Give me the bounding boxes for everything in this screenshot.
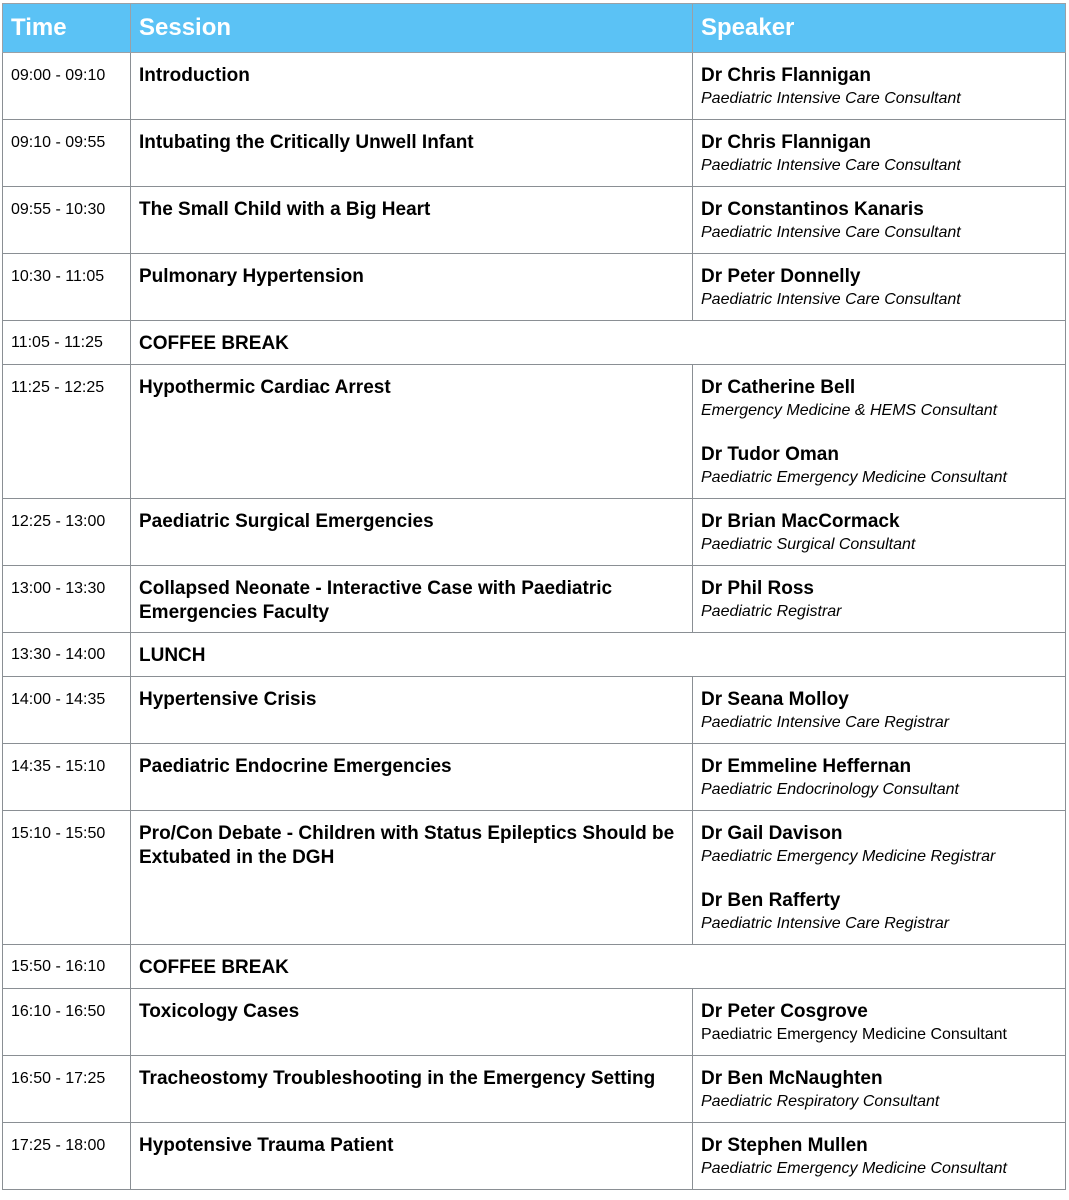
- speaker-name: Dr Chris Flannigan: [701, 132, 871, 153]
- speaker-name: Dr Gail Davison: [701, 823, 843, 844]
- speaker-cell: [693, 1056, 1066, 1123]
- speaker-entry: [701, 443, 1057, 488]
- speaker-role: Paediatric Emergency Medicine Registrar: [701, 848, 996, 865]
- speaker-cell: [693, 566, 1066, 633]
- break-label: COFFEE BREAK: [131, 321, 1066, 365]
- table-row: [3, 1056, 1066, 1123]
- session-title: Tracheostomy Troubleshooting in the Emergency Setting: [131, 1056, 693, 1123]
- session-title: Hypertensive Crisis: [131, 677, 693, 744]
- session-time: 16:50 - 17:25: [3, 1056, 131, 1123]
- speaker-role: Paediatric Endocrinology Consultant: [701, 781, 959, 798]
- speaker-name: Dr Brian MacCormack: [701, 511, 900, 532]
- speaker-cell: [693, 187, 1066, 254]
- session-title: Hypotensive Trauma Patient: [131, 1123, 693, 1190]
- speaker-cell: [693, 254, 1066, 321]
- speaker-column-header: Speaker: [693, 4, 1066, 53]
- session-time: 13:00 - 13:30: [3, 566, 131, 633]
- speaker-role: Paediatric Emergency Medicine Consultant: [701, 1026, 1007, 1043]
- session-time: 11:25 - 12:25: [3, 365, 131, 499]
- schedule-table: [2, 3, 1066, 1190]
- session-title: Toxicology Cases: [131, 989, 693, 1056]
- speaker-name: Dr Tudor Oman: [701, 444, 839, 465]
- break-row: [3, 633, 1066, 677]
- session-title: Pulmonary Hypertension: [131, 254, 693, 321]
- speaker-entry: [701, 131, 1057, 176]
- session-time: 14:35 - 15:10: [3, 744, 131, 811]
- session-title: Intubating the Critically Unwell Infant: [131, 120, 693, 187]
- session-time: 15:50 - 16:10: [3, 945, 131, 989]
- table-row: [3, 365, 1066, 499]
- speaker-cell: [693, 53, 1066, 120]
- session-title: Pro/Con Debate - Children with Status Epileptics Should be Extubated in the DGH: [131, 811, 693, 945]
- speaker-role: Paediatric Intensive Care Consultant: [701, 224, 961, 241]
- speaker-role: Paediatric Intensive Care Consultant: [701, 291, 961, 308]
- speaker-role: Emergency Medicine & HEMS Consultant: [701, 402, 998, 419]
- session-time: 09:10 - 09:55: [3, 120, 131, 187]
- break-label: COFFEE BREAK: [131, 945, 1066, 989]
- speaker-name: Dr Stephen Mullen: [701, 1135, 868, 1156]
- speaker-role: Paediatric Respiratory Consultant: [701, 1093, 940, 1110]
- session-title: Paediatric Surgical Emergencies: [131, 499, 693, 566]
- speaker-cell: [693, 811, 1066, 945]
- speaker-name: Dr Peter Donnelly: [701, 266, 861, 287]
- speaker-entry: [701, 1067, 1057, 1112]
- table-row: [3, 566, 1066, 633]
- speaker-role: Paediatric Emergency Medicine Consultant: [701, 1160, 1007, 1177]
- speaker-role: Paediatric Intensive Care Consultant: [701, 157, 961, 174]
- speaker-cell: [693, 677, 1066, 744]
- speaker-entry: [701, 577, 1057, 622]
- break-label: LUNCH: [131, 633, 1066, 677]
- speaker-role: Paediatric Intensive Care Registrar: [701, 714, 950, 731]
- speaker-entry: [701, 376, 1057, 421]
- speaker-role: Paediatric Registrar: [701, 603, 842, 620]
- speaker-name: Dr Chris Flannigan: [701, 65, 871, 86]
- header-row: [3, 4, 1066, 53]
- speaker-cell: [693, 499, 1066, 566]
- break-row: [3, 945, 1066, 989]
- table-row: [3, 499, 1066, 566]
- speaker-entry: [701, 1134, 1057, 1179]
- break-row: [3, 321, 1066, 365]
- session-time: 14:00 - 14:35: [3, 677, 131, 744]
- speaker-entry: [701, 822, 1057, 867]
- session-title: Collapsed Neonate - Interactive Case with Paediatric Emergencies Faculty: [131, 566, 693, 633]
- speaker-entry: [701, 755, 1057, 800]
- session-time: 13:30 - 14:00: [3, 633, 131, 677]
- table-row: [3, 1123, 1066, 1190]
- session-time: 11:05 - 11:25: [3, 321, 131, 365]
- session-title: Paediatric Endocrine Emergencies: [131, 744, 693, 811]
- speaker-name: Dr Peter Cosgrove: [701, 1001, 868, 1022]
- session-title: Hypothermic Cardiac Arrest: [131, 365, 693, 499]
- speaker-role: Paediatric Emergency Medicine Consultant: [701, 469, 1007, 486]
- session-time: 09:55 - 10:30: [3, 187, 131, 254]
- speaker-role: Paediatric Intensive Care Consultant: [701, 90, 961, 107]
- speaker-cell: [693, 744, 1066, 811]
- table-row: [3, 989, 1066, 1056]
- session-time: 17:25 - 18:00: [3, 1123, 131, 1190]
- speaker-name: Dr Constantinos Kanaris: [701, 199, 924, 220]
- table-row: [3, 677, 1066, 744]
- table-row: [3, 53, 1066, 120]
- table-row: [3, 254, 1066, 321]
- speaker-entry: [701, 198, 1057, 243]
- speaker-role: Paediatric Intensive Care Registrar: [701, 915, 950, 932]
- speaker-name: Dr Ben Rafferty: [701, 890, 841, 911]
- speaker-name: Dr Ben McNaughten: [701, 1068, 883, 1089]
- session-time: 09:00 - 09:10: [3, 53, 131, 120]
- speaker-cell: [693, 1123, 1066, 1190]
- session-title: Introduction: [131, 53, 693, 120]
- session-time: 15:10 - 15:50: [3, 811, 131, 945]
- speaker-entry: [701, 510, 1057, 555]
- speaker-name: Dr Emmeline Heffernan: [701, 756, 912, 777]
- speaker-cell: [693, 120, 1066, 187]
- table-row: [3, 811, 1066, 945]
- speaker-entry: [701, 64, 1057, 109]
- speaker-name: Dr Seana Molloy: [701, 689, 849, 710]
- session-time: 10:30 - 11:05: [3, 254, 131, 321]
- speaker-name: Dr Phil Ross: [701, 578, 814, 599]
- table-row: [3, 120, 1066, 187]
- table-row: [3, 744, 1066, 811]
- speaker-cell: [693, 989, 1066, 1056]
- speaker-entry: [701, 889, 1057, 934]
- session-time: 16:10 - 16:50: [3, 989, 131, 1056]
- speaker-entry: [701, 265, 1057, 310]
- session-column-header: Session: [131, 4, 693, 53]
- table-row: [3, 187, 1066, 254]
- schedule-body: [3, 53, 1066, 1190]
- speaker-entry: [701, 1000, 1057, 1045]
- speaker-role: Paediatric Surgical Consultant: [701, 536, 916, 553]
- speaker-cell: [693, 365, 1066, 499]
- session-time: 12:25 - 13:00: [3, 499, 131, 566]
- speaker-entry: [701, 688, 1057, 733]
- speaker-name: Dr Catherine Bell: [701, 377, 856, 398]
- time-column-header: Time: [3, 4, 131, 53]
- session-title: The Small Child with a Big Heart: [131, 187, 693, 254]
